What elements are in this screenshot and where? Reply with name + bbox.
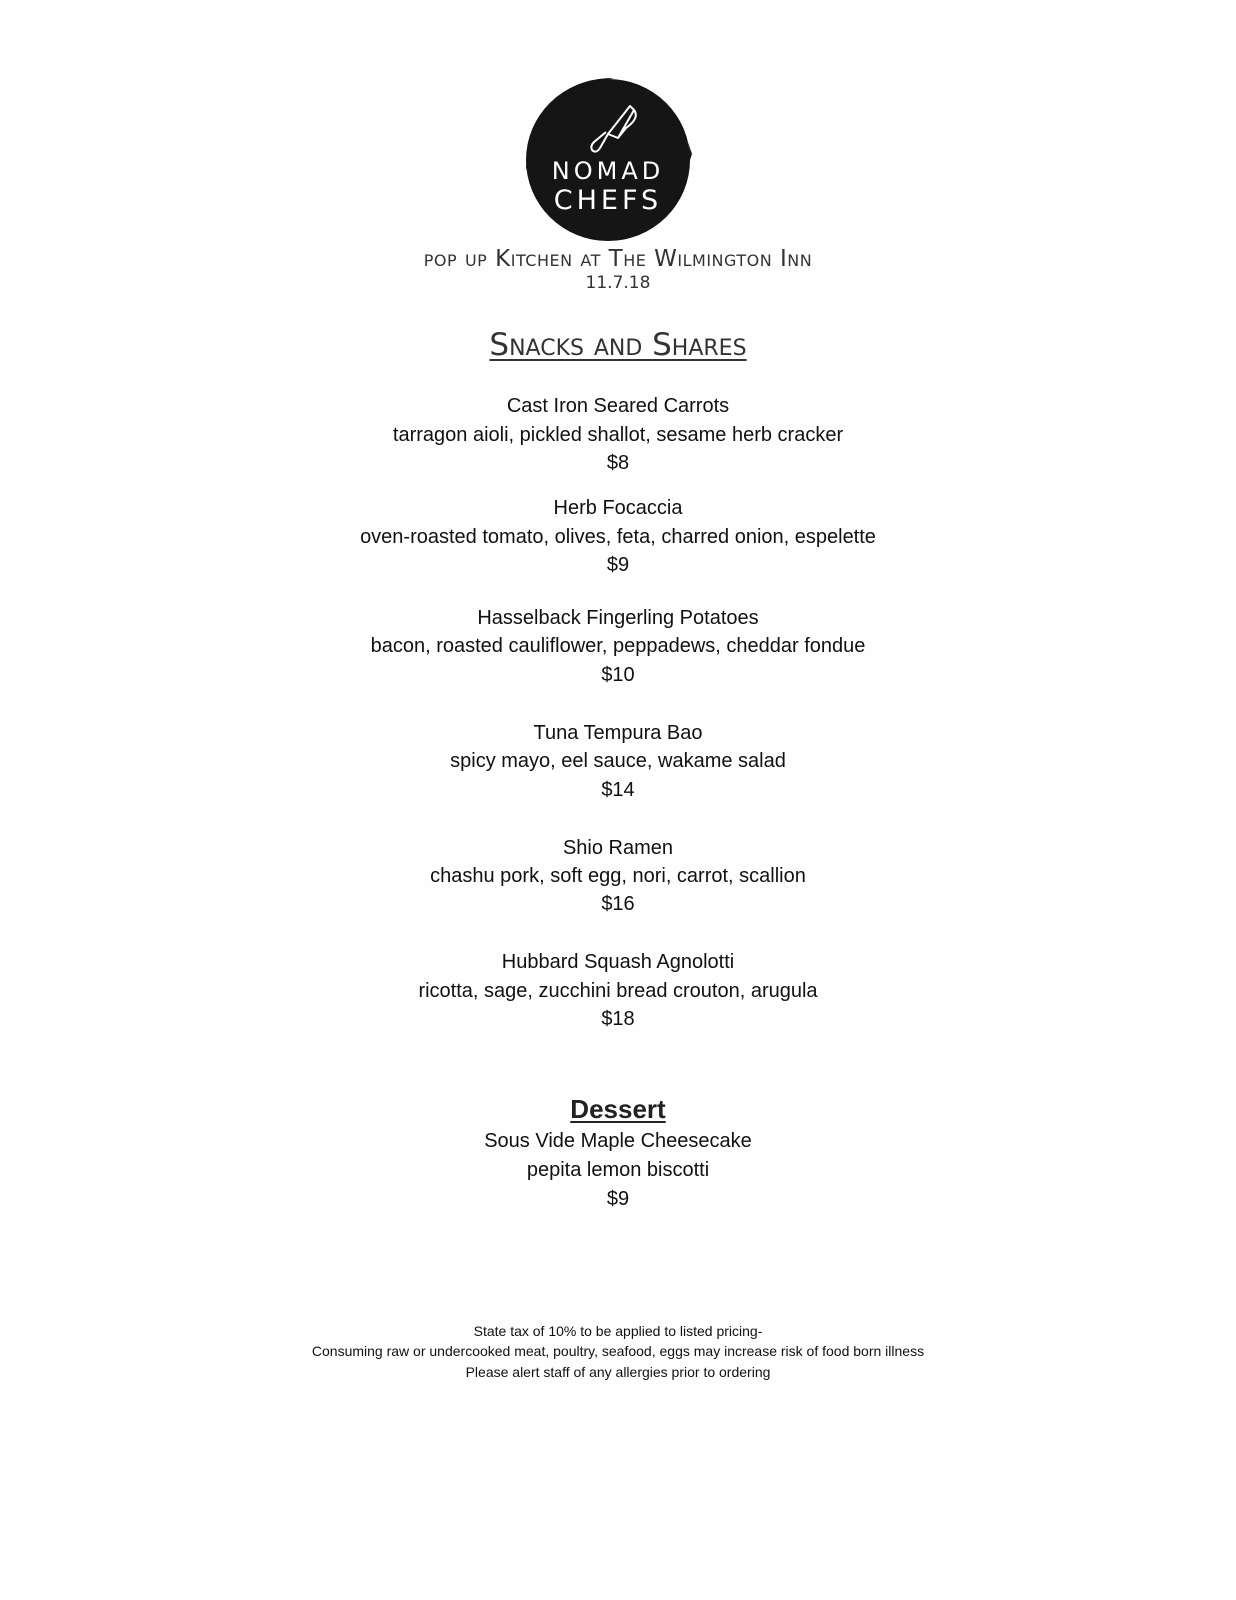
logo-graphic [522, 76, 694, 244]
section-title-dessert-label: Dessert [570, 1094, 666, 1124]
menu-item-description: pepita lemon biscotti [526, 1159, 710, 1181]
section-title-snacks [0, 327, 1236, 363]
menu-item-name: Tuna Tempura Bao [533, 722, 703, 744]
allergy-note: Please alert staff of any allergies prior to ordering [465, 1364, 771, 1380]
food-safety-note: Consuming raw or undercooked meat, poultry, seafood, eggs may increase risk of food born illness [311, 1343, 925, 1359]
menu-item-description: ricotta, sage, zucchini bread crouton, arugula [418, 980, 818, 1002]
menu-item-price: $18 [601, 1008, 635, 1030]
menu-item-name: Hasselback Fingerling Potatoes [477, 607, 759, 629]
menu-item-price: $9 [606, 1188, 630, 1210]
menu-item-price: $14 [601, 779, 635, 801]
logo-line2: CHEFS [553, 185, 663, 216]
menu-item-name: Cast Iron Seared Carrots [506, 395, 730, 417]
menu-item-description: oven-roasted tomato, olives, feta, charred onion, espelette [360, 526, 876, 548]
menu-item-name: Hubbard Squash Agnolotti [501, 951, 735, 973]
menu-item-description: tarragon aioli, pickled shallot, sesame herb cracker [392, 424, 844, 446]
menu-item-name: Shio Ramen [562, 837, 674, 859]
menu-item-price: $8 [606, 452, 630, 474]
menu-item-name: Sous Vide Maple Cheesecake [484, 1130, 752, 1152]
menu-item-price: $16 [601, 893, 635, 915]
menu-item-price: $9 [606, 554, 630, 576]
menu-item-description: spicy mayo, eel sauce, wakame salad [450, 750, 786, 772]
menu-item-description: bacon, roasted cauliflower, peppadews, cheddar fondue [370, 635, 866, 657]
menu-subtitle: pop up Kitchen at The Wilmington Inn [423, 246, 813, 272]
menu-item-name: Herb Focaccia [553, 497, 683, 519]
menu-date: 11.7.18 [585, 273, 651, 293]
logo-line1: NOMAD [551, 157, 665, 185]
section-title-snacks-label: Snacks and Shares [489, 327, 747, 363]
section-title-dessert [0, 1094, 1236, 1125]
menu-item-price: $10 [601, 664, 635, 686]
tax-note: State tax of 10% to be applied to listed pricing- [473, 1323, 763, 1339]
nomad-chefs-logo [522, 76, 694, 244]
menu-item-description: chashu pork, soft egg, nori, carrot, scallion [430, 865, 806, 887]
